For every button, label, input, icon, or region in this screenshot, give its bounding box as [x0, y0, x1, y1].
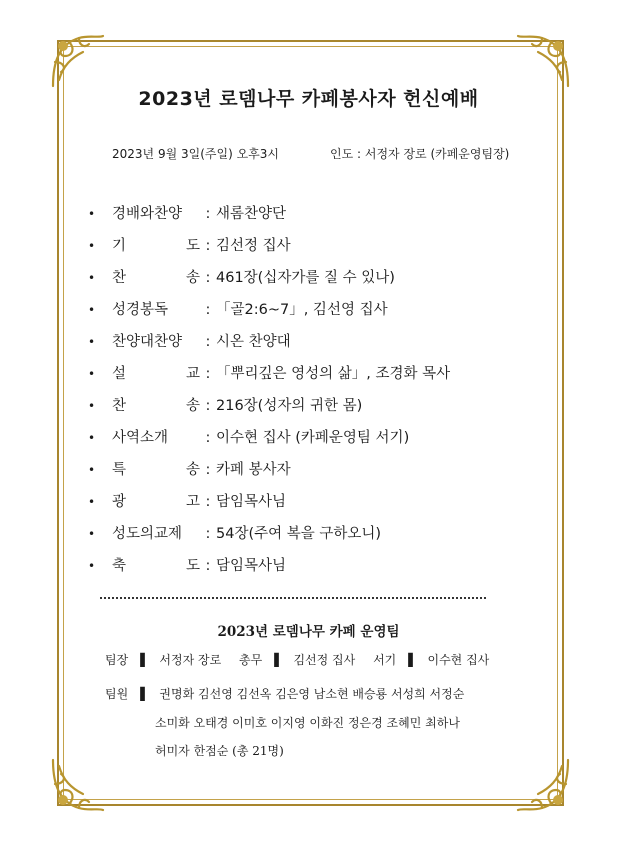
program-list — [88, 203, 450, 587]
members-role: 팀원 — [105, 687, 129, 701]
bullet-icon: • — [88, 271, 96, 285]
square-bullet-icon: ▌ — [140, 687, 150, 701]
members-line: 소미화 오태경 이미호 이지영 이화진 정은경 조혜민 최하나 — [155, 716, 460, 730]
square-bullet-icon: ▌ — [140, 653, 150, 667]
program-item: • 설 교 : 「뿌리깊은 영성의 삶」, 조경화 목사 — [88, 363, 450, 395]
bullet-icon: • — [88, 303, 96, 317]
program-label: 축 도 — [112, 558, 200, 574]
bullet-icon: • — [88, 559, 96, 573]
team-title: 2023년 로뎀나무 카페 운영팀 — [217, 624, 400, 640]
program-label: 설 교 — [112, 366, 200, 382]
program-item: • 경배와찬양 : 새롬찬양단 — [88, 203, 450, 235]
program-item: • 찬 송 : 461장(십자가를 질 수 있나) — [88, 267, 450, 299]
program-item: • 사역소개 : 이수현 집사 (카페운영팀 서기) — [88, 427, 450, 459]
staff-officers — [105, 651, 489, 668]
program-value: 시온 찬양대 — [216, 334, 291, 350]
corner-ornament-icon — [514, 756, 572, 814]
bullet-icon: • — [88, 431, 96, 445]
bullet-icon: • — [88, 207, 96, 221]
bullet-icon: • — [88, 527, 96, 541]
program-value: 새롬찬양단 — [216, 206, 287, 222]
program-value: 담임목사님 — [216, 558, 287, 574]
program-value: 461장(십자가를 질 수 있나) — [216, 270, 395, 286]
program-value: 이수현 집사 (카페운영팀 서기) — [216, 430, 410, 446]
program-value: 김선정 집사 — [216, 238, 291, 254]
program-label: 성경봉독 — [112, 302, 169, 318]
program-value: 카페 봉사자 — [216, 462, 291, 478]
program-label: 찬 송 — [112, 270, 200, 286]
secretary-role: 서기 — [373, 653, 397, 667]
bullet-icon: • — [88, 399, 96, 413]
corner-ornament-icon — [49, 756, 107, 814]
program-item: • 성도의교제 : 54장(주여 복을 구하오니) — [88, 523, 450, 555]
bullet-icon: • — [88, 463, 96, 477]
treasurer-role: 총무 — [239, 653, 263, 667]
program-item: • 찬 송 : 216장(성자의 귀한 몸) — [88, 395, 450, 427]
program-item: • 특 송 : 카페 봉사자 — [88, 459, 450, 491]
program-value: 216장(성자의 귀한 몸) — [216, 398, 363, 414]
program-item: • 기 도 : 김선정 집사 — [88, 235, 450, 267]
program-value: 54장(주여 복을 구하오니) — [216, 526, 382, 542]
program-label: 경배와찬양 — [112, 206, 183, 222]
program-label: 광 고 — [112, 494, 200, 510]
square-bullet-icon: ▌ — [274, 653, 284, 667]
service-date: 2023년 9월 3일(주일) 오후3시 — [112, 147, 279, 161]
bullet-icon: • — [88, 367, 96, 381]
program-label: 사역소개 — [112, 430, 169, 446]
corner-ornament-icon — [514, 32, 572, 90]
program-value: 담임목사님 — [216, 494, 287, 510]
program-item: • 광 고 : 담임목사님 — [88, 491, 450, 523]
bullet-icon: • — [88, 239, 96, 253]
program-item: • 찬양대찬양 : 시온 찬양대 — [88, 331, 450, 363]
members-line: 허미자 한점순 (총 21명) — [155, 744, 284, 758]
program-label: 성도의교제 — [112, 526, 183, 542]
leader-name: 서정자 장로 — [159, 653, 222, 667]
program-label: 특 송 — [112, 462, 200, 478]
program-item: • 성경봉독 : 「골2:6~7」, 김선영 집사 — [88, 299, 450, 331]
staff-members — [105, 685, 464, 702]
service-leader: 인도 : 서정자 장로 (카페운영팀장) — [330, 147, 510, 161]
page-title: 2023년 로뎀나무 카페봉사자 헌신예배 — [138, 88, 479, 110]
program-label: 찬양대찬양 — [112, 334, 183, 350]
treasurer-name: 김선정 집사 — [293, 653, 356, 667]
dotted-divider — [100, 597, 486, 599]
secretary-name: 이수현 집사 — [427, 653, 490, 667]
program-value: 「뿌리깊은 영성의 삶」, 조경화 목사 — [216, 366, 451, 382]
members-line: 권명화 김선영 김선옥 김은영 남소현 배승룡 서성희 서정순 — [159, 687, 465, 701]
program-value: 「골2:6~7」, 김선영 집사 — [216, 302, 388, 318]
program-item: • 축 도 : 담임목사님 — [88, 555, 450, 587]
corner-ornament-icon — [49, 32, 107, 90]
program-label: 찬 송 — [112, 398, 200, 414]
bullet-icon: • — [88, 495, 96, 509]
leader-role: 팀장 — [105, 653, 129, 667]
program-label: 기 도 — [112, 238, 200, 254]
square-bullet-icon: ▌ — [408, 653, 418, 667]
bullet-icon: • — [88, 335, 96, 349]
